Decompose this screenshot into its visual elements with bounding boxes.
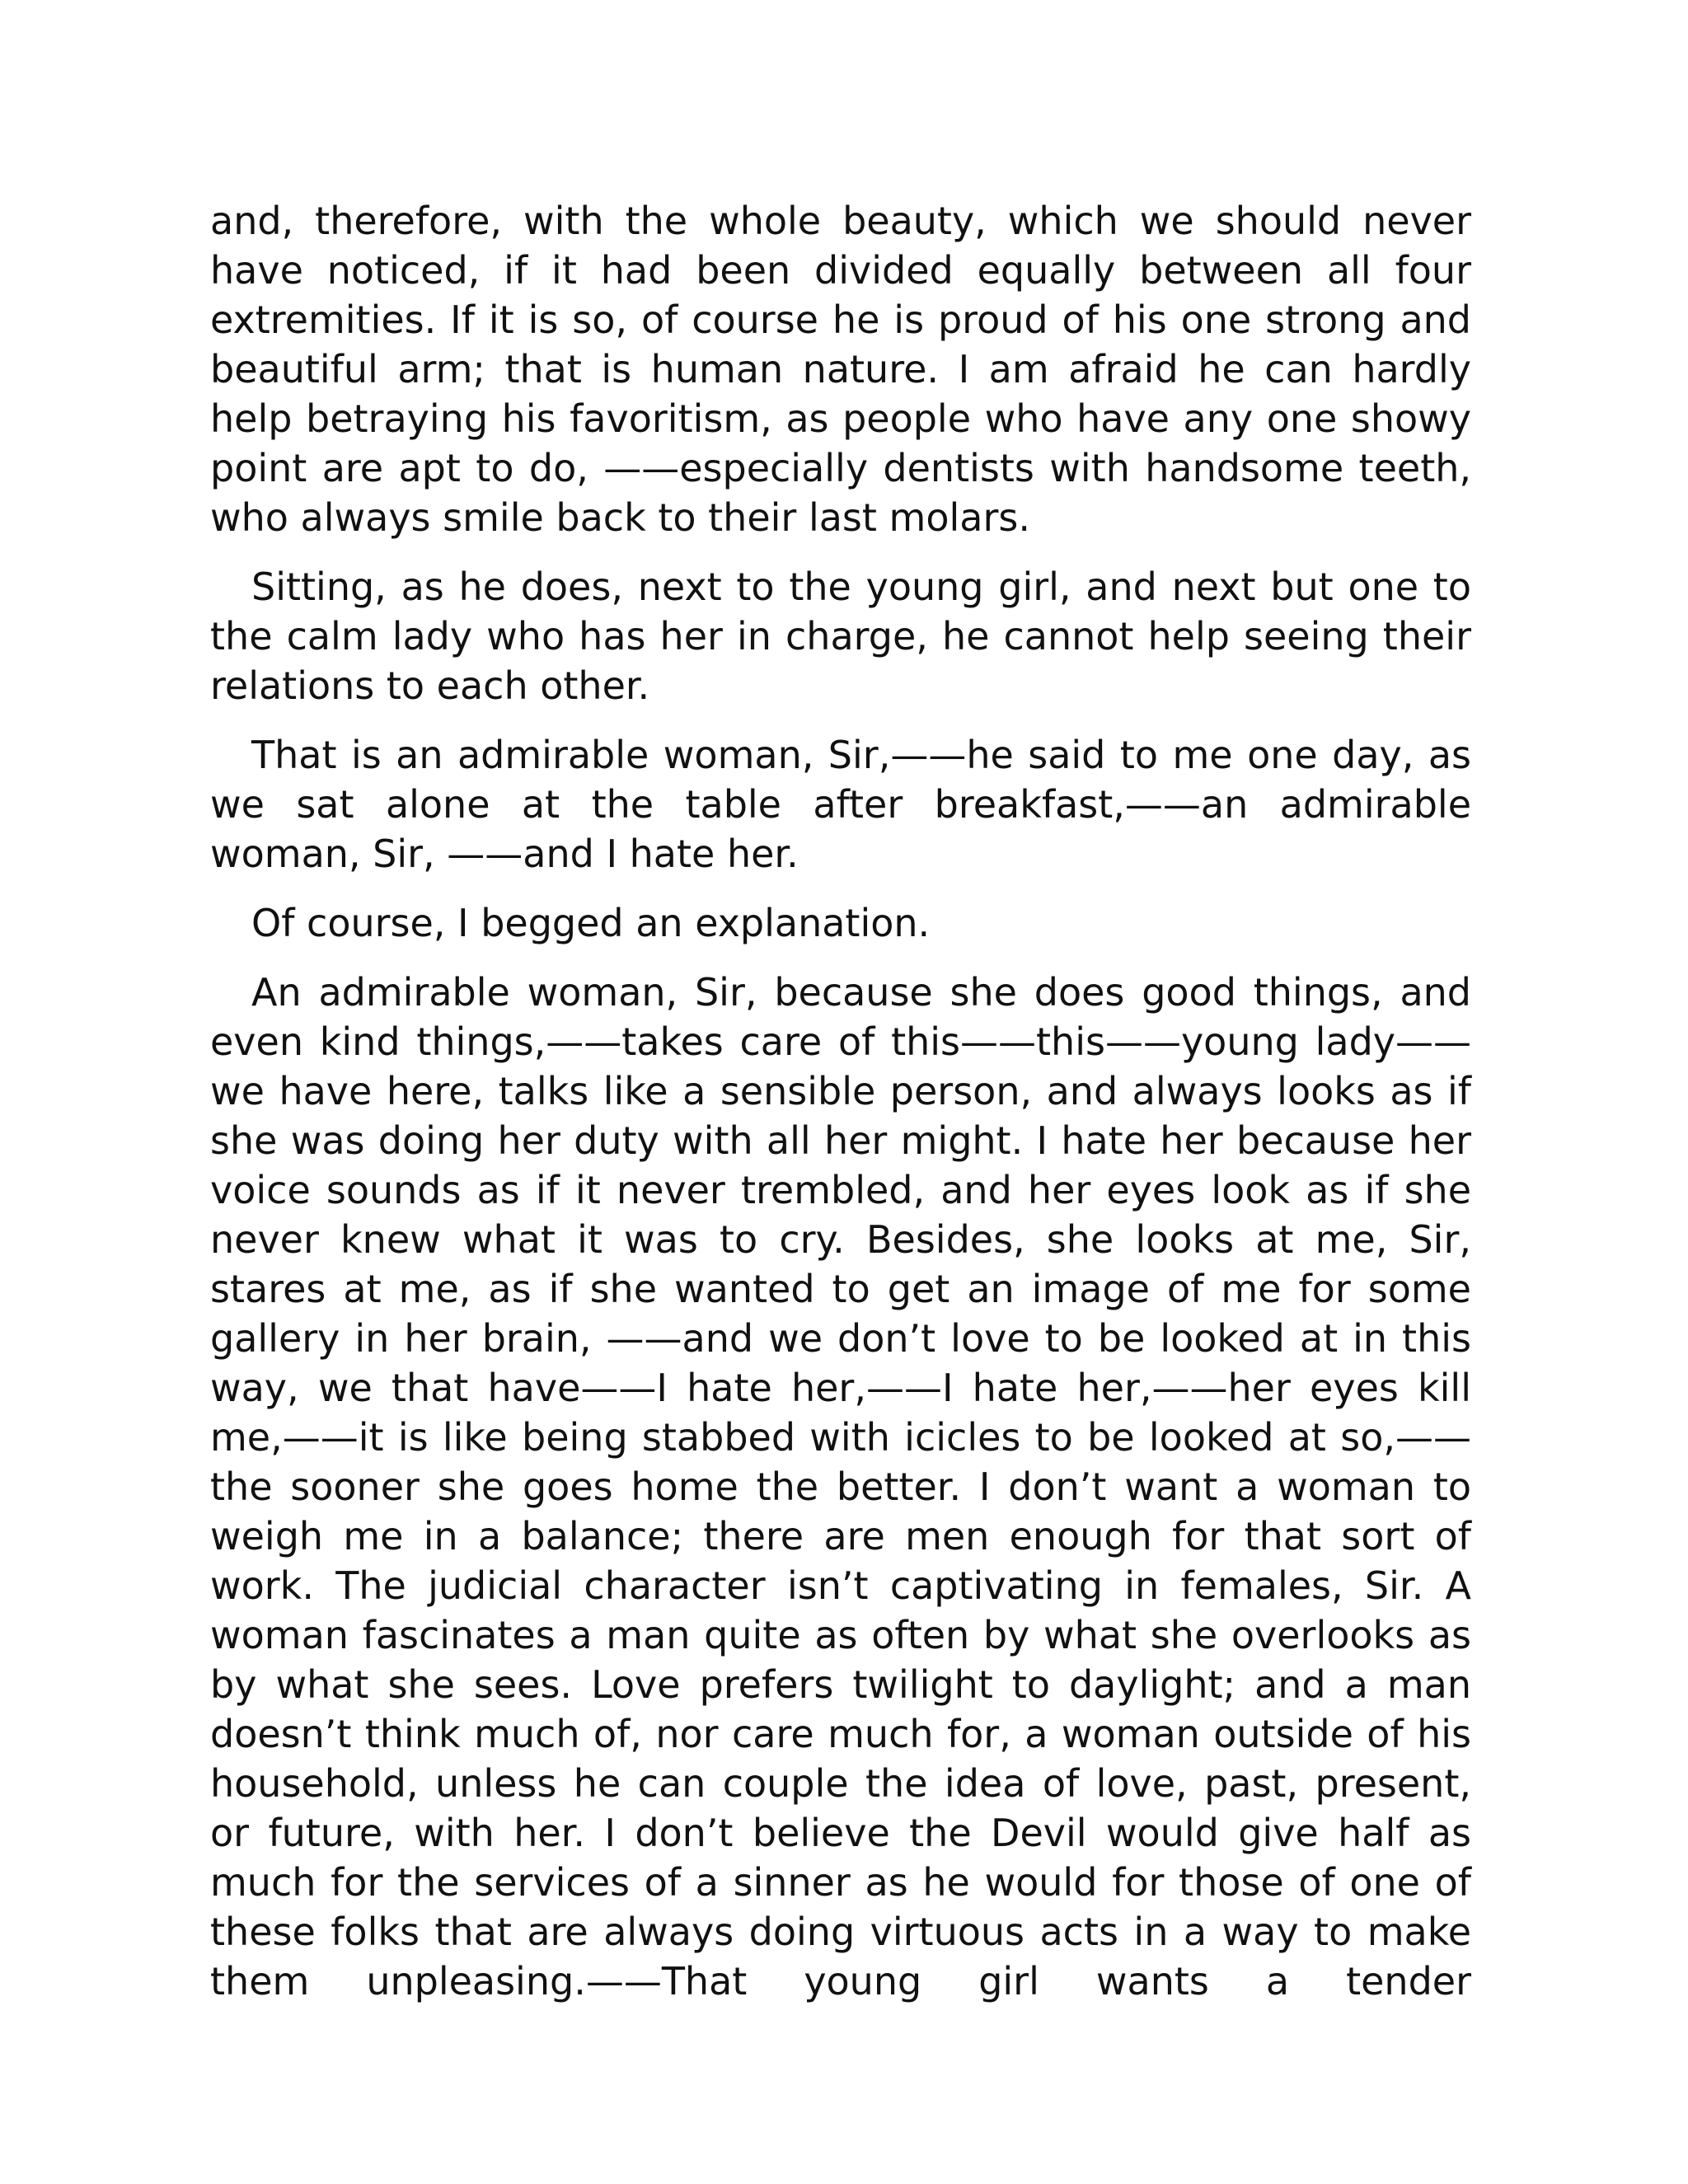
- paragraph-1: and, therefore, with the whole beauty, which we should never have noticed, if it had been divided equally between all four extremities. If it is so, of course he is proud of his one strong and beautiful arm; that is human nature. I am afraid he can hardly help betraying his favoritism, as people who have any one showy point are apt to do, ——especially dentists with handsome teeth, who always smile back to their last molars.: [210, 199, 1471, 540]
- paragraph-3: That is an admirable woman, Sir,——he said to me one day, as we sat alone at the table after breakfast,——an admirable woman, Sir, ——and I hate her.: [210, 733, 1471, 876]
- paragraph-5: An admirable woman, Sir, because she does good things, and even kind things,——takes care of this——this——young lady——we have here, talks like a sensible person, and always looks as if she was doing her duty with all her might. I hate her because her voice sounds as if it never trembled, and her eyes look as if she never knew what it was to cry. Besides, she looks at me, Sir, stares at me, as if she wanted to get an image of me for some gallery in her brain, ——and we don’t love to be looked at in this way, we that have——I hate her,——I hate her,——her eyes kill me,——it is like being stabbed with icicles to be looked at so,——the sooner she goes home the better. I don’t want a woman to weigh me in a balance; there are men enough for that sort of work. The judicial character isn’t captivating in females, Sir. A woman fascinates a man quite as often by what she overlooks as by what she sees. Love prefers twilight to daylight; and a man doesn’t think much of, nor care much for, a woman outside of his household, unless he can couple the idea of love, past, present, or future, with her. I don’t believe the Devil would give half as much for the services of a sinner as he would for those of one of these folks that are always doing virtuous acts in a way to make them unpleasing.——That young girl wants a tender: [210, 970, 1471, 2004]
- paragraph-2: Sitting, as he does, next to the young girl, and next but one to the calm lady who has her in charge, he cannot help seeing their relations to each other.: [210, 565, 1471, 708]
- page-body: [210, 196, 1471, 2006]
- paragraph-4: Of course, I begged an explanation.: [251, 901, 931, 945]
